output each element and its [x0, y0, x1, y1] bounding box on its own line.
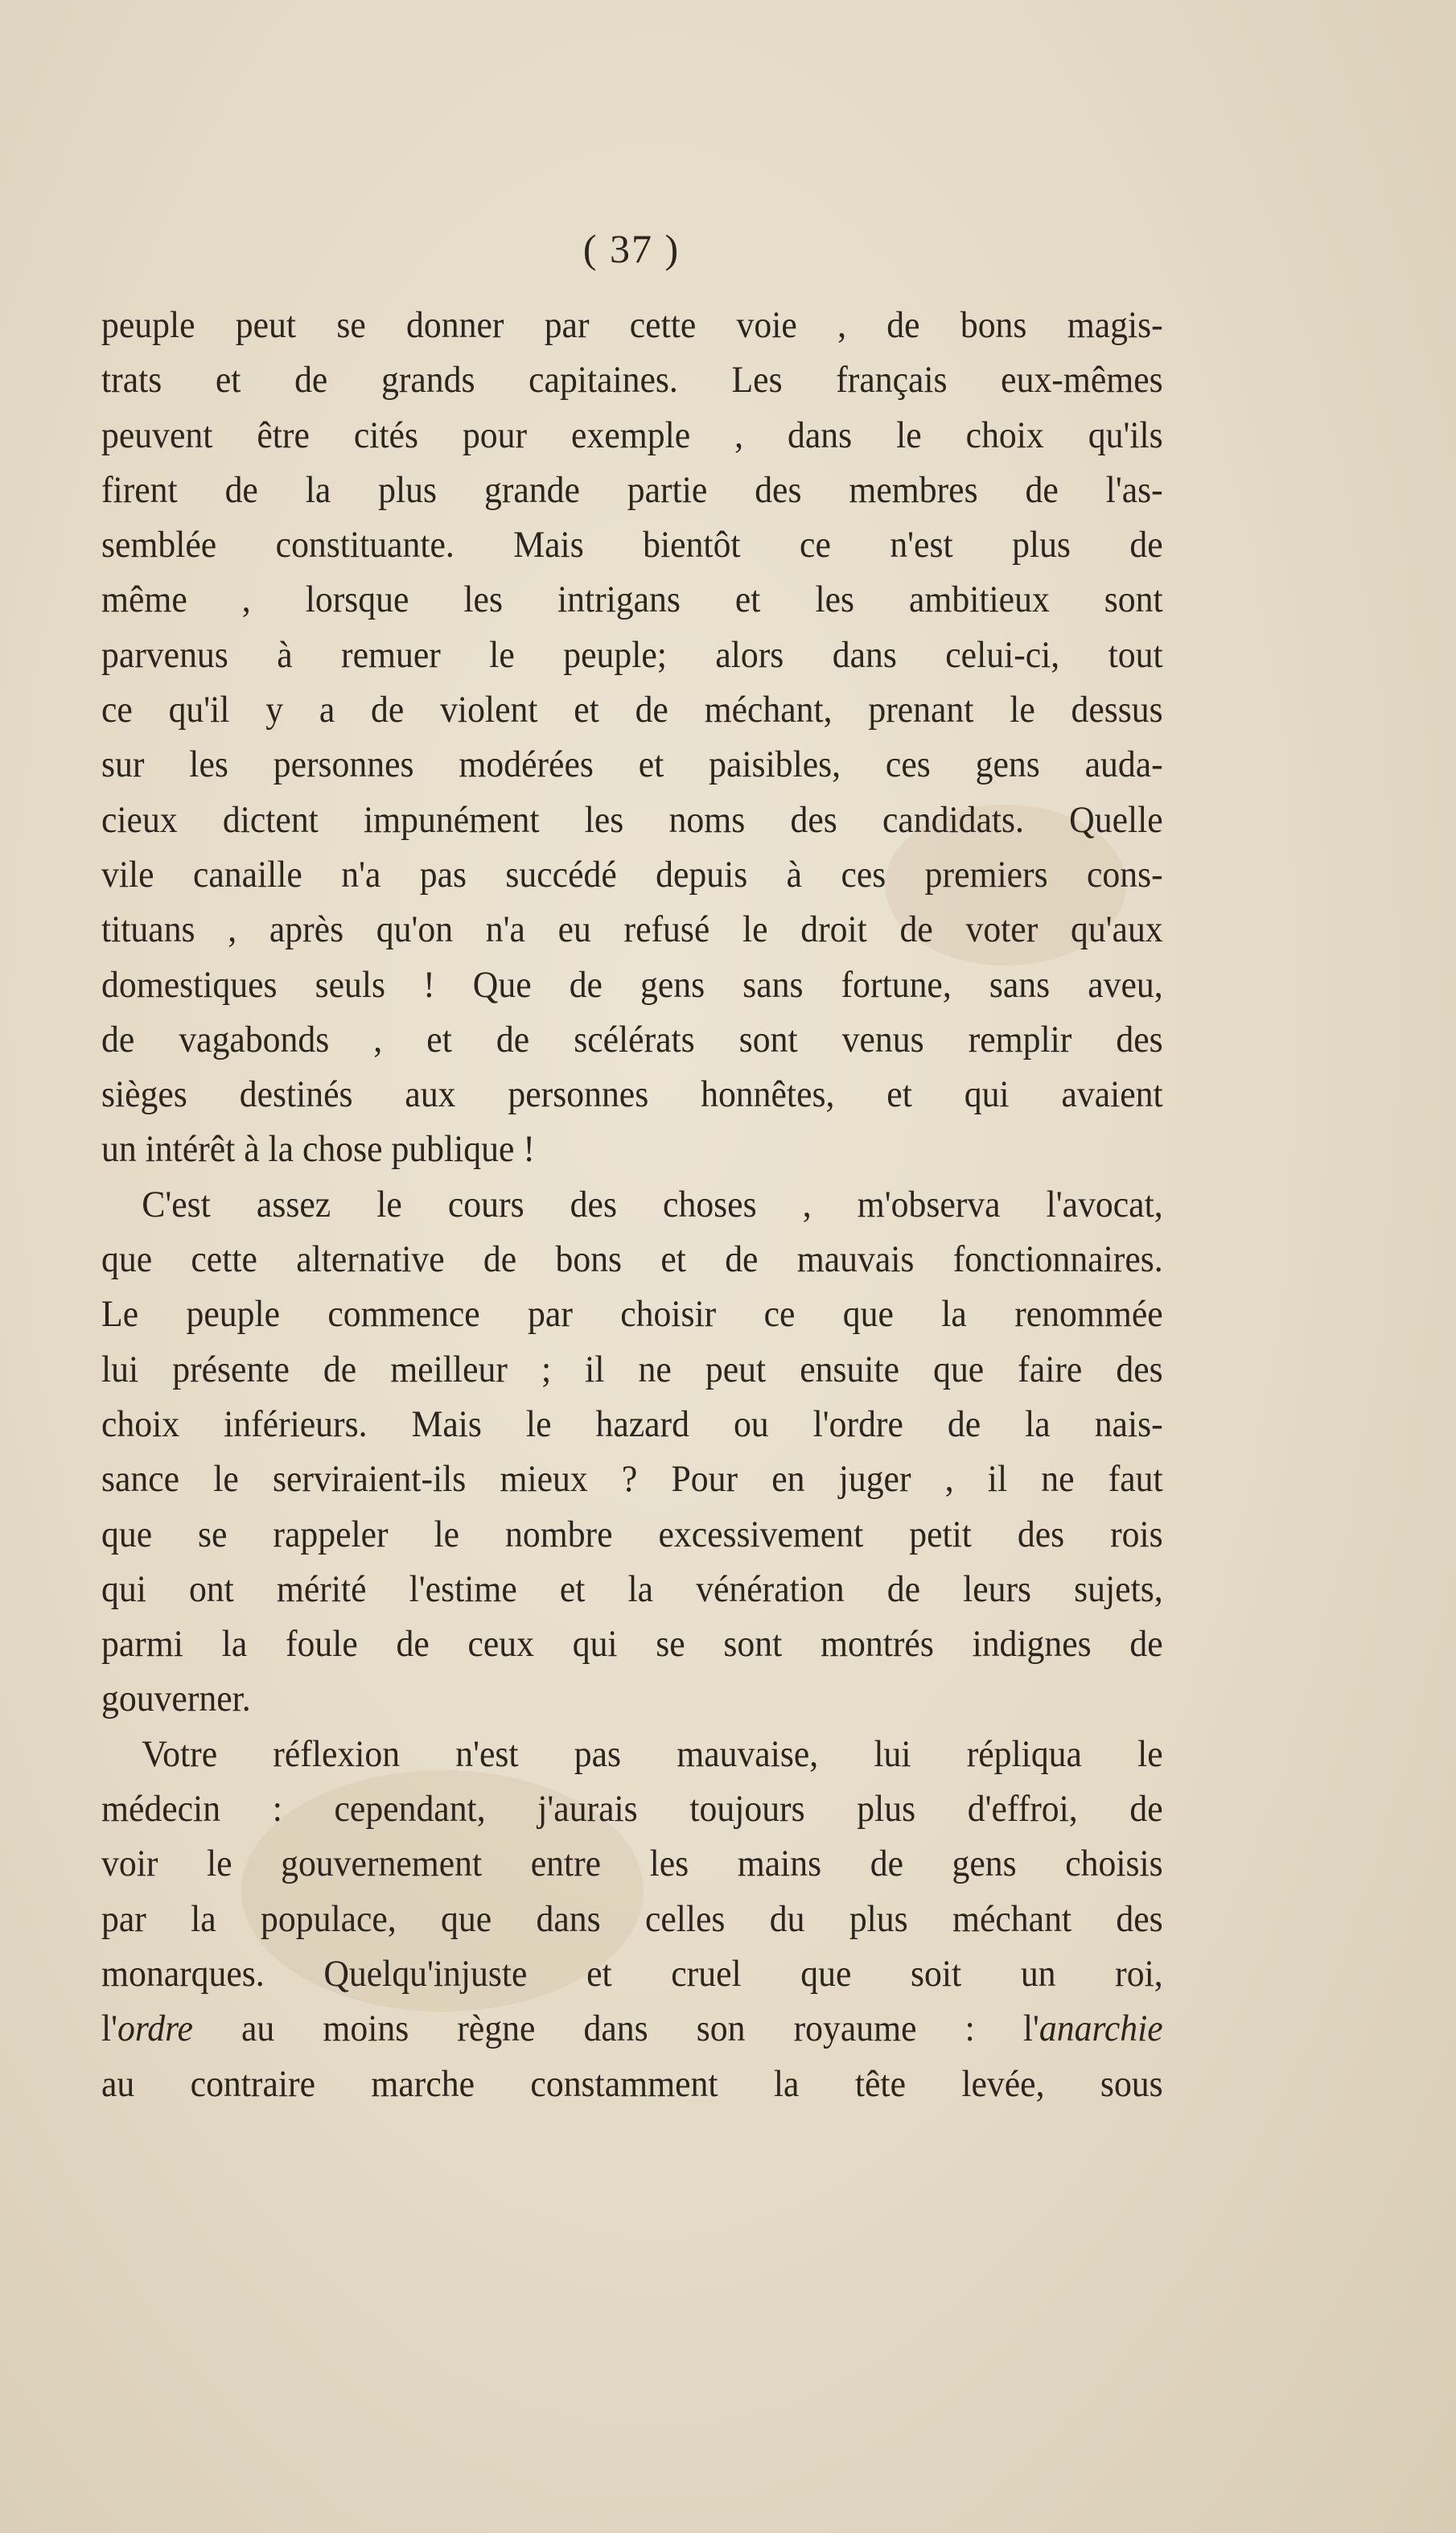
text-line: choix inférieurs. Mais le hazard ou l'ordre de la nais- [101, 1402, 1163, 1445]
text-line: semblée constituante. Mais bientôt ce n'est plus de [101, 524, 1163, 566]
text-line: Le peuple commence par choisir ce que la renommée [101, 1293, 1163, 1336]
text-line: parmi la foule de ceux qui se sont montrés indignes de [101, 1623, 1163, 1666]
text-line [101, 2001, 1163, 2056]
text-line: peuple peut se donner par cette voie , de bons magis- [101, 304, 1163, 346]
text-line: au contraire marche constamment la tête levée, sous [101, 2062, 1163, 2105]
text-line: que se rappeler le nombre excessivement petit des rois [101, 1513, 1163, 1555]
text-line: voir le gouvernement entre les mains de gens choisis [101, 1843, 1163, 1885]
text-line: de vagabonds , et de scélérats sont venus remplir des [101, 1018, 1163, 1061]
text-line: tituans , après qu'on n'a eu refusé le droit de voter qu'aux [101, 908, 1163, 951]
text-line: médecin : cependant, j'aurais toujours plus d'effroi, de [101, 1788, 1163, 1831]
italic-word: anarchie [1039, 2008, 1163, 2050]
text-line: sance le serviraient-ils mieux ? Pour en juger , il ne faut [101, 1458, 1163, 1501]
text-line: ce qu'il y a de violent et de méchant, prenant le dessus [101, 689, 1163, 731]
text-line: sur les personnes modérées et paisibles, ces gens auda- [101, 743, 1163, 786]
text-line: domestiques seuls ! Que de gens sans fortune, sans aveu, [101, 963, 1163, 1006]
text-segment: au moins règne dans son royaume : l' [192, 2008, 1039, 2050]
text-line: que cette alternative de bons et de mauvais fonctionnaires. [101, 1238, 1163, 1281]
text-line: par la populace, que dans celles du plus méchant des [101, 1897, 1163, 1940]
text-line: C'est assez le cours des choses , m'observa l'avocat, [142, 1183, 1163, 1225]
text-line: lui présente de meilleur ; il ne peut ensuite que faire des [101, 1348, 1163, 1390]
text-line: peuvent être cités pour exemple , dans le choix qu'ils [101, 414, 1163, 456]
text-line: vile canaille n'a pas succédé depuis à ces premiers cons- [101, 853, 1163, 896]
body-text [101, 298, 1163, 2111]
text-line: même , lorsque les intrigans et les ambitieux sont [101, 579, 1163, 621]
text-line: un intérêt à la chose publique ! [101, 1128, 535, 1171]
text-segment: l' [101, 2008, 118, 2050]
text-line: sièges destinés aux personnes honnêtes, et qui avaient [101, 1073, 1163, 1116]
text-line: gouverner. [101, 1678, 251, 1720]
text-line: monarques. Quelqu'injuste et cruel que soit un roi, [101, 1952, 1163, 1995]
text-line: Votre réflexion n'est pas mauvaise, lui répliqua le [142, 1732, 1163, 1775]
italic-word: ordre [117, 2008, 193, 2050]
text-line: parvenus à remuer le peuple; alors dans celui-ci, tout [101, 633, 1163, 676]
text-line: qui ont mérité l'estime et la vénération de leurs sujets, [101, 1567, 1163, 1610]
text-line: firent de la plus grande partie des membres de l'as- [101, 468, 1163, 511]
text-line: cieux dictent impunément les noms des candidats. Quelle [101, 798, 1163, 841]
page-number: ( 37 ) [582, 226, 681, 271]
text-line: trats et de grands capitaines. Les français eux-mêmes [101, 359, 1163, 402]
